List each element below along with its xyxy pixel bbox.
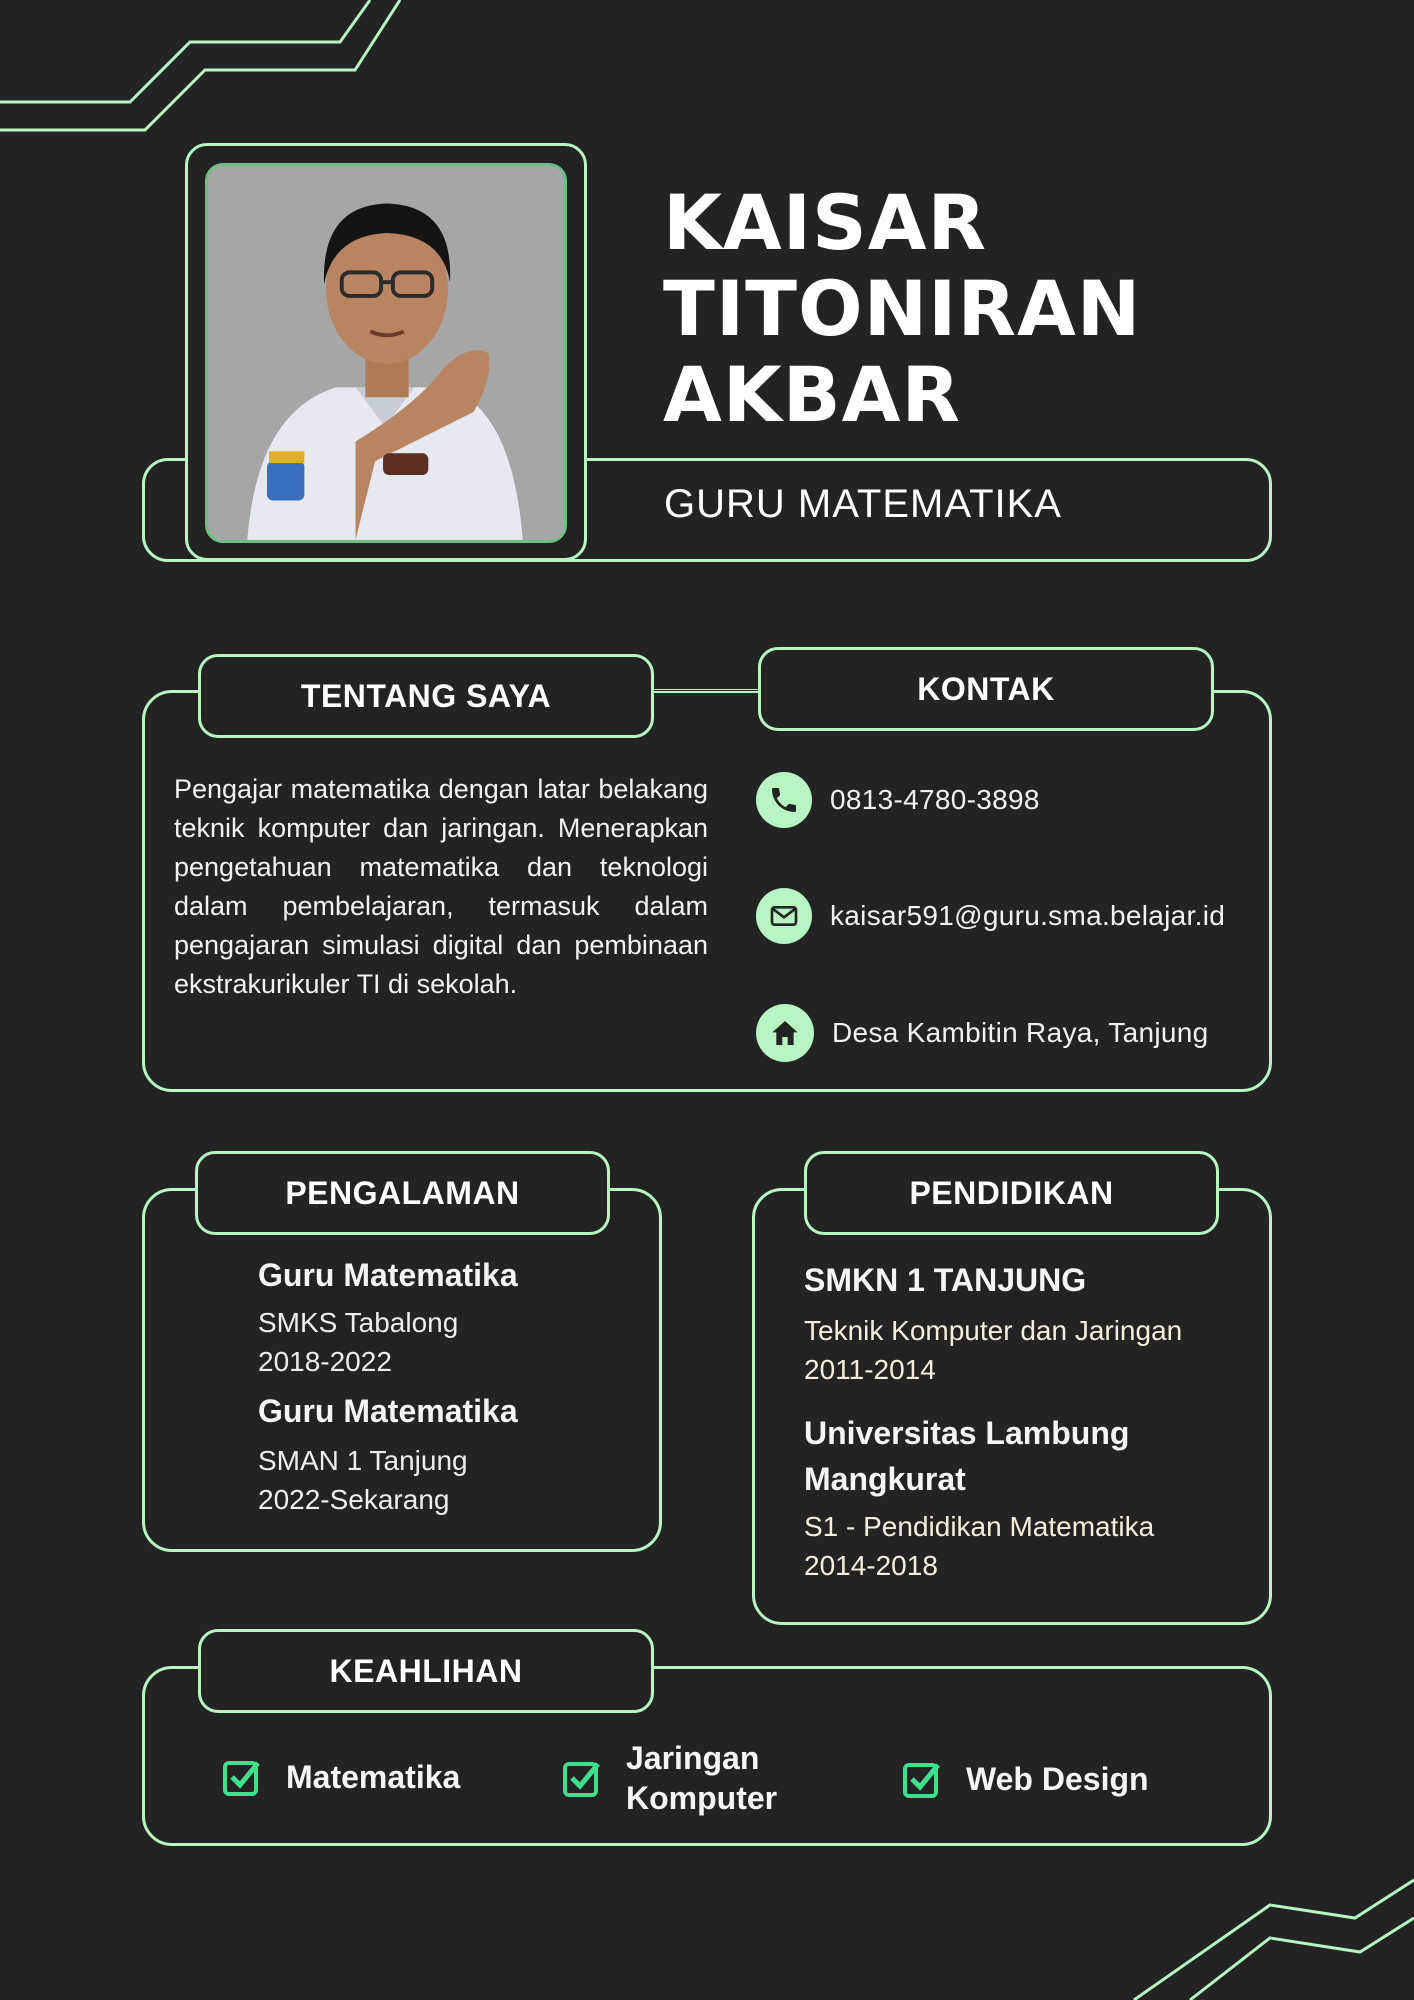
experience-place: SMKS Tabalong [258, 1307, 459, 1338]
education-school: Universitas Lambung [804, 1415, 1130, 1451]
skill-label-line: Jaringan [626, 1740, 760, 1776]
education-major: S1 - Pendidikan Matematika [804, 1511, 1155, 1542]
skill-label [626, 1738, 777, 1818]
contact-address [756, 1004, 1208, 1062]
job-title: GURU MATEMATIKA [664, 482, 1062, 526]
about-heading: TENTANG SAYA [198, 654, 654, 738]
phone-icon [756, 772, 812, 828]
address-text: Desa Kambitin Raya, Tanjung [832, 1017, 1209, 1048]
name-line: TITONIRAN [663, 264, 1142, 353]
email-text[interactable]: kaisar591@guru.sma.belajar.id [830, 900, 1226, 931]
experience-period: 2018-2022 [258, 1346, 392, 1377]
education-heading: PENDIDIKAN [804, 1151, 1219, 1235]
photo-frame [185, 143, 587, 561]
name-line: KAISAR [663, 178, 988, 267]
skills-heading: KEAHLIHAN [198, 1629, 654, 1713]
skill-item [222, 1757, 460, 1797]
education-period: 2014-2018 [804, 1550, 938, 1581]
experience-place: SMAN 1 Tanjung [258, 1445, 468, 1476]
education-school: SMKN 1 TANJUNG [804, 1262, 1087, 1298]
profile-photo [205, 163, 567, 543]
person-name [663, 180, 1141, 438]
experience-period: 2022-Sekarang [258, 1484, 450, 1515]
experience-heading: PENGALAMAN [195, 1151, 610, 1235]
mail-icon [756, 888, 812, 944]
contact-heading: KONTAK [758, 647, 1214, 731]
skill-label: Web Design [966, 1761, 1149, 1797]
education-major: Teknik Komputer dan Jaringan [804, 1315, 1183, 1346]
checkbox-icon [222, 1757, 262, 1797]
about-text: Pengajar matematika dengan latar belakang teknik komputer dan jaringan. Menerapkan pengetahuan matematika dan teknologi dalam pembelajaran, termasuk dalam pengajaran simulasi digital dan pembinaan ekstrakurikuler TI di sekolah. [174, 774, 708, 999]
contact-phone [756, 772, 1040, 828]
education-school: Mangkurat [804, 1461, 966, 1497]
checkbox-icon [902, 1759, 942, 1799]
name-line: AKBAR [663, 350, 961, 439]
experience-role: Guru Matematika [258, 1257, 518, 1293]
skill-label: Matematika [286, 1759, 461, 1795]
contact-email [756, 888, 1225, 944]
skill-label-line: Komputer [626, 1780, 778, 1816]
education-period: 2011-2014 [804, 1354, 936, 1385]
experience-role: Guru Matematika [258, 1393, 518, 1429]
person-illustration [208, 166, 564, 540]
skill-item [902, 1759, 1149, 1799]
home-icon [756, 1004, 814, 1062]
skill-item [562, 1738, 777, 1818]
phone-text[interactable]: 0813-4780-3898 [830, 784, 1040, 815]
checkbox-icon [562, 1758, 602, 1798]
